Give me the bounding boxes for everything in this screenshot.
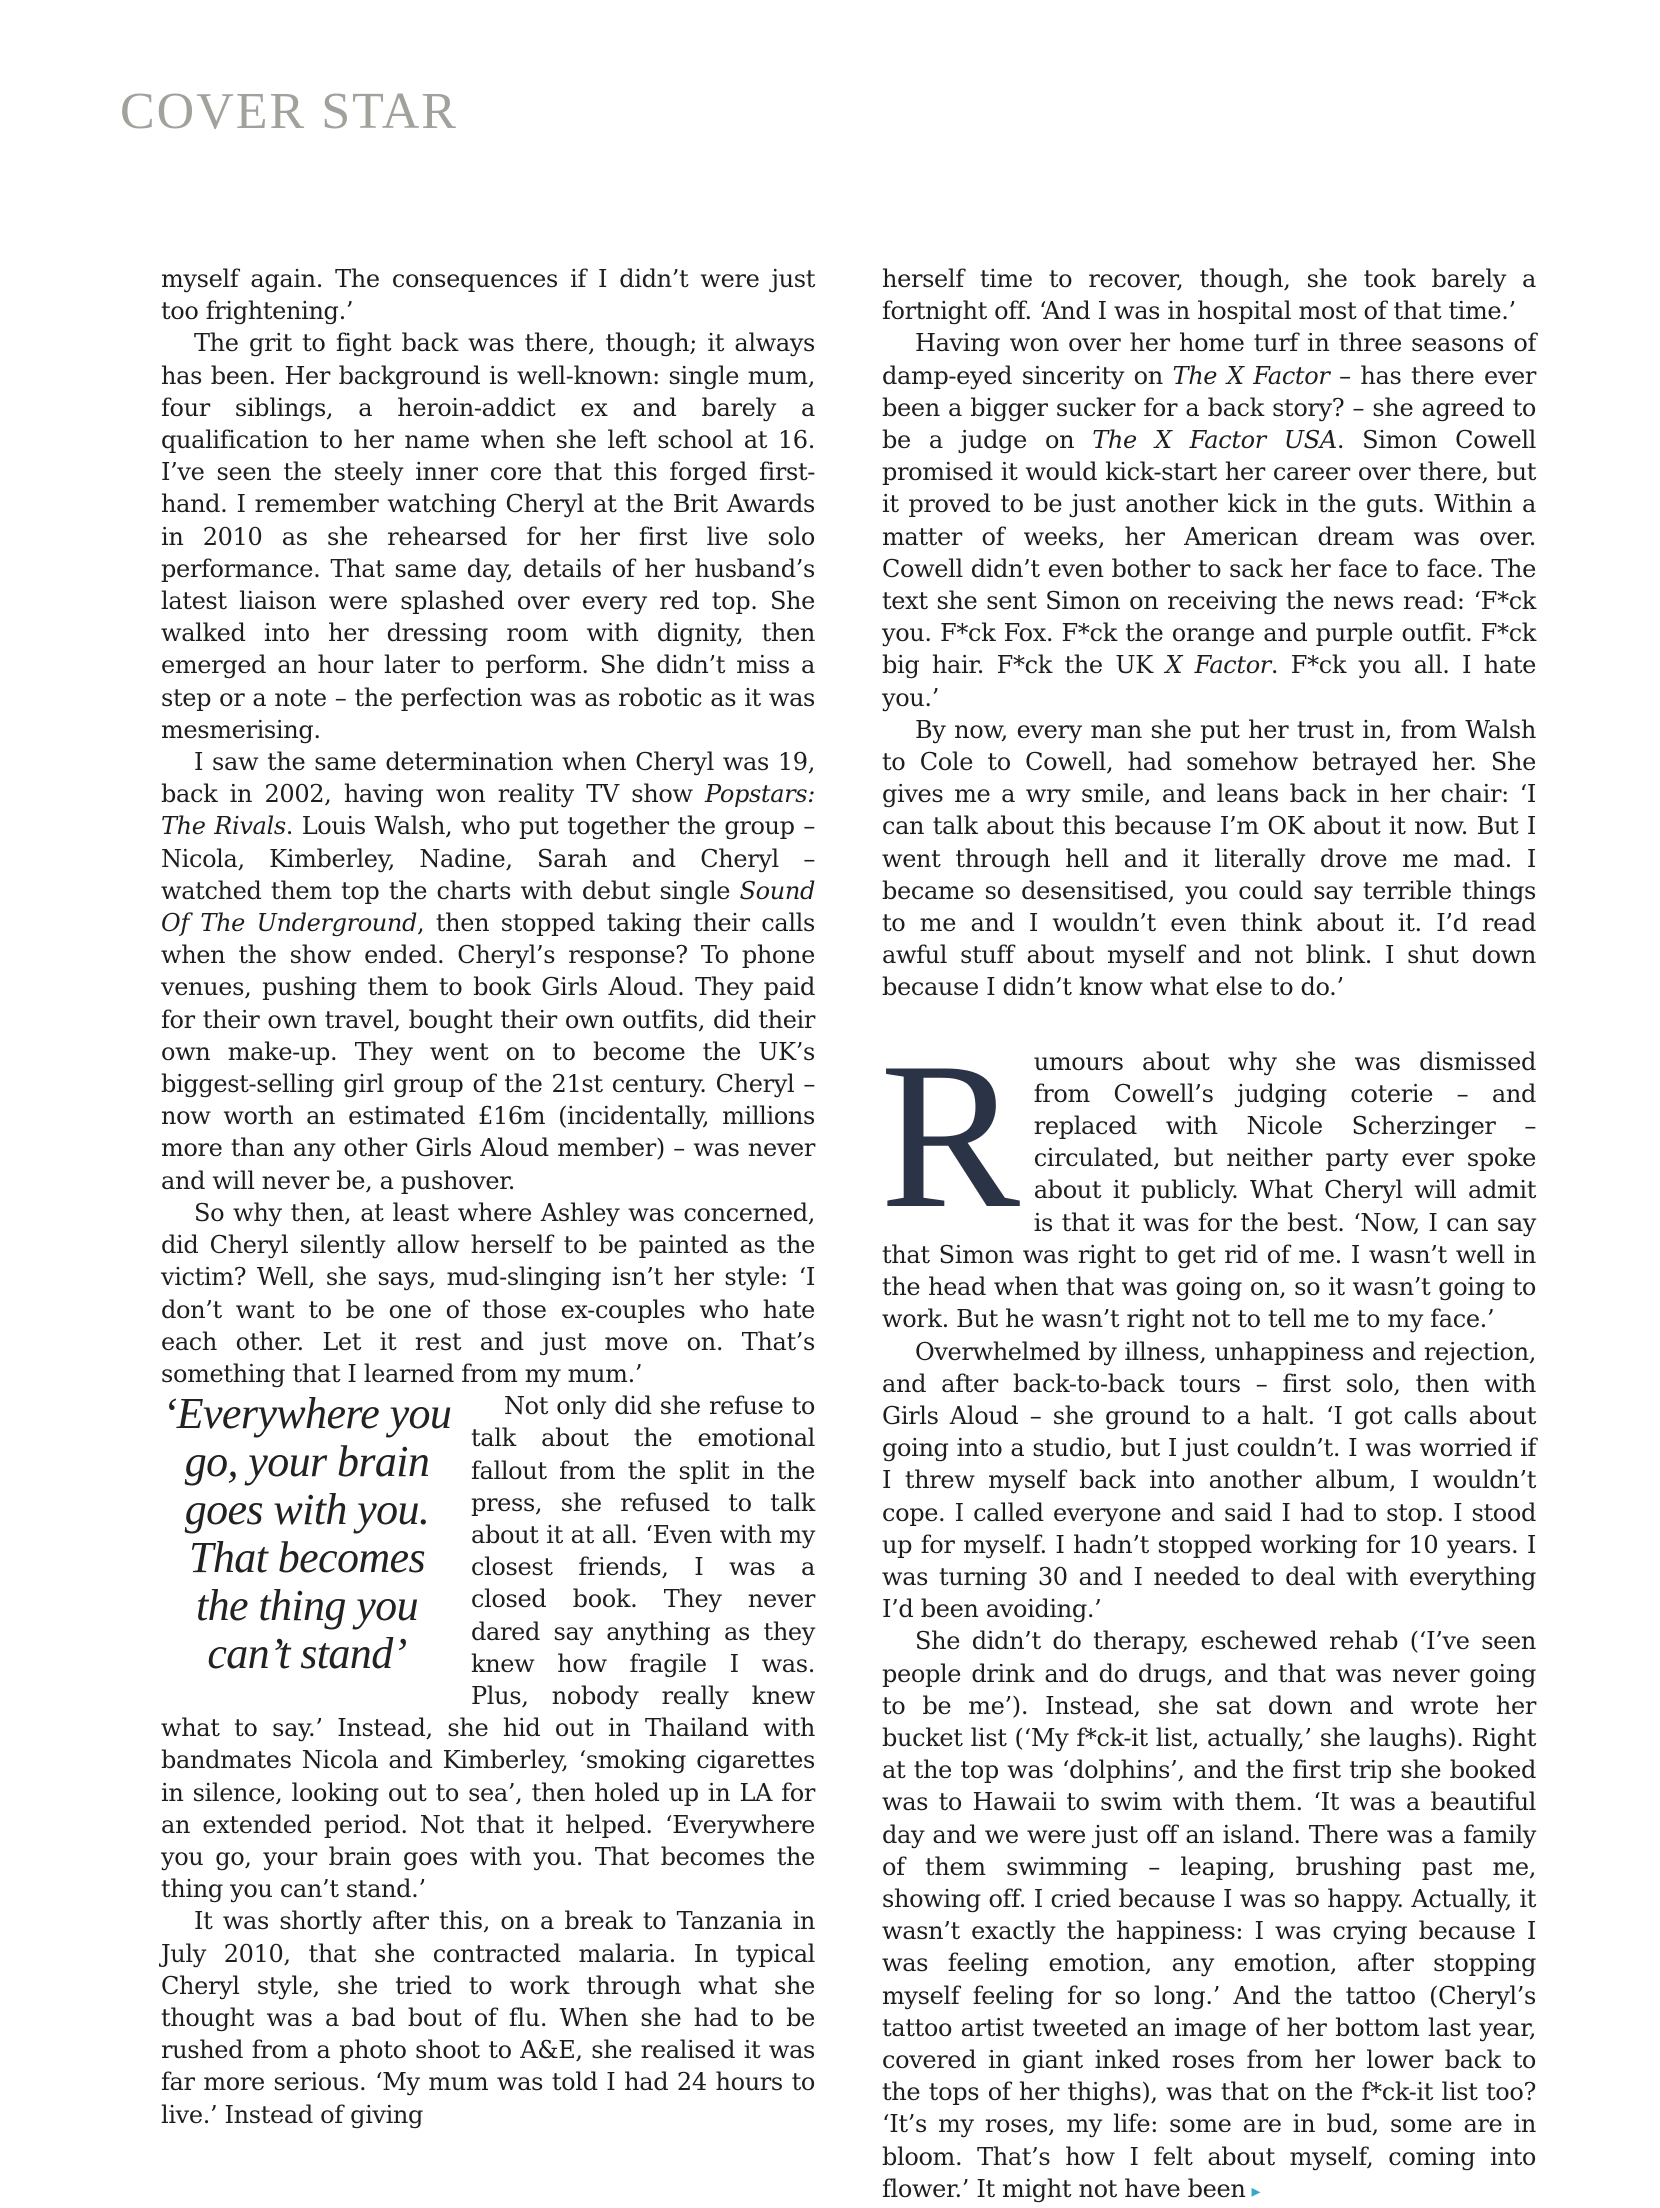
- pull-quote: ‘Everywhere you go, your brain goes with you. That becomes the thing you can’t stand’: [162, 1389, 452, 1679]
- italic-title: X Factor: [1165, 651, 1271, 680]
- paragraph: myself again. The consequences if I didn’t were just too frightening.’: [161, 265, 815, 326]
- paragraph: Having won over her home turf in three seasons of damp-eyed sincerity on The X Factor – has there ever been a bigger sucker for a back story? – she agreed to be a judge on The X Factor USA. Simon Cowell promised it would kick-start her career over there, but it proved to be just another kick in the guts. Within a matter of weeks, her American dream was over. Cowell didn’t even bother to sack her face to face. The text she sent Simon on receiving the news read: ‘F*ck you. F*ck Fox. F*ck the orange and purple outfit. F*ck big hair. F*ck the UK X Factor. F*ck you all. I hate you.’: [882, 329, 1537, 712]
- paragraph: She didn’t do therapy, eschewed rehab (‘I’ve seen people drink and do drugs, and that was never going to be me’). Instead, she sat down and wrote her bucket list (‘My f*ck-it list, actually,’ she laughs). Right at the top was ‘dolphins’, and the first trip she booked was to Hawaii to swim with them. ‘It was a beautiful day and we were just off an island. There was a family of them swimming – leaping, brushing past me, showing off. I cried because I was so happy. Actually, it wasn’t exactly the happiness: I was crying because I was feeling emotion, any emotion, after stopping myself feeling for so long.’ And the tattoo (Cheryl’s tattoo artist tweeted an image of her bottom last year, covered in giant inked roses from her lower back to the tops of her thighs), was that on the f*ck-it list too? ‘It’s my roses, my life: some are in bud, some are in bloom. That’s how I felt about myself, coming into flower.’ It might not have been ▸: [882, 1627, 1536, 2203]
- paragraph: I saw the same determination when Cheryl was 19, back in 2002, having won reality TV show Popstars: The Rivals. Louis Walsh, who put together the group – Nicola, Kimberley, Nadine, Sarah and Cheryl – watched them top the charts with debut single Sound Of The Underground, then stopped taking their calls when the show ended. Cheryl’s response? To phone venues, pushing them to book Girls Aloud. They paid for their own travel, bought their own outfits, did their own make-up. They went on to become the UK’s biggest-selling girl group of the 21st century. Cheryl – now worth an estimated £16m (incidentally, millions more than any other Girls Aloud member) – was never and will never be, a pushover.: [161, 748, 815, 1195]
- paragraph: Overwhelmed by illness, unhappiness and rejection, and after back-to-back tours – first solo, then with Girls Aloud – she ground to a halt. ‘I got calls about going into a studio, but I just couldn’t. I was worried if I threw myself back into another album, I wouldn’t cope. I called everyone and said I had to stop. I stood up for myself. I hadn’t stopped working for 10 years. I was turning 30 and I needed to deal with everything I’d been avoiding.’: [882, 1337, 1536, 1624]
- paragraph: By now, every man she put her trust in, from Walsh to Cole to Cowell, had somehow betrayed her. She gives me a wry smile, and leans back in her chair: ‘I can talk about this because I’m OK about it now. But I went through hell and it literally drove me mad. I became so desensitised, you could say terrible things to me and I wouldn’t even think about it. I’d read awful stuff about myself and not blink. I shut down because I didn’t know what else to do.’: [882, 715, 1536, 1002]
- continue-arrow-icon: ▸: [1251, 2180, 1261, 2202]
- paragraph-dropcap: Rumours about why she was dismissed from Cowell’s judging coterie – and replaced with Nicole Scherzinger – circulated, but neither party ever spoke about it publicly. What Cheryl will admit is that it was for the best. ‘Now, I can say that Simon was right to get rid of me. I wasn’t well in the head when that was going on, so it wasn’t going to work. But he wasn’t right not to tell me to my face.’: [880, 1019, 1536, 1334]
- dropcap-letter: R: [880, 1019, 1020, 1252]
- italic-title: The X Factor: [1172, 361, 1330, 390]
- italic-title: Popstars: The Rivals: [161, 780, 815, 841]
- paragraph: So why then, at least where Ashley was concerned, did Cheryl silently allow herself to be painted as the victim? Well, she says, mud-slinging isn’t her style: ‘I don’t want to be one of those ex-couples who hate each other. Let it rest and just move on. That’s something that I learned from my mum.’: [161, 1198, 815, 1388]
- paragraph: herself time to recover, though, she took barely a fortnight off. ‘And I was in hospital most of that time.’: [882, 265, 1536, 326]
- italic-title: Sound Of The Underground: [161, 876, 815, 938]
- section-label: COVER STAR: [120, 83, 458, 140]
- paragraph: Not only did she refuse to talk about the emotional fallout from the split in the press, she refused to talk about it at all. ‘Even with my closest friends, I was a closed book. They never dared say anything as they knew how fragile I was. Plus, nobody really knew what to say.’ Instead, she hid out in Thailand with bandmates Nicola and Kimberley, ‘smoking cigarettes in silence, looking out to sea’, then holed up in LA for an extended period. Not that it helped. ‘Everywhere you go, your brain goes with you. That becomes the thing you can’t stand.’: [161, 1392, 815, 1904]
- left-column: [161, 263, 815, 2131]
- paragraph: It was shortly after this, on a break to Tanzania in July 2010, that she contracted malaria. In typical Cheryl style, she tried to work through what she thought was a bad bout of flu. When she had to be rushed from a photo shoot to A&E, she realised it was far more serious. ‘My mum was told I had 24 hours to live.’ Instead of giving: [161, 1907, 815, 2129]
- right-column: [882, 263, 1536, 2208]
- paragraph: The grit to fight back was there, though; it always has been. Her background is well-known: single mum, four siblings, a heroin-addict ex and barely a qualification to her name when she left school at 16. I’ve seen the steely inner core that this forged first-hand. I remember watching Cheryl at the Brit Awards in 2010 as she rehearsed for her first live solo performance. That same day, details of her husband’s latest liaison were splashed over every red top. She walked into her dressing room with dignity, then emerged an hour later to perform. She didn’t miss a step or a note – the perfection was as robotic as it was mesmerising.: [161, 329, 815, 744]
- italic-title: The X Factor USA: [1092, 426, 1337, 455]
